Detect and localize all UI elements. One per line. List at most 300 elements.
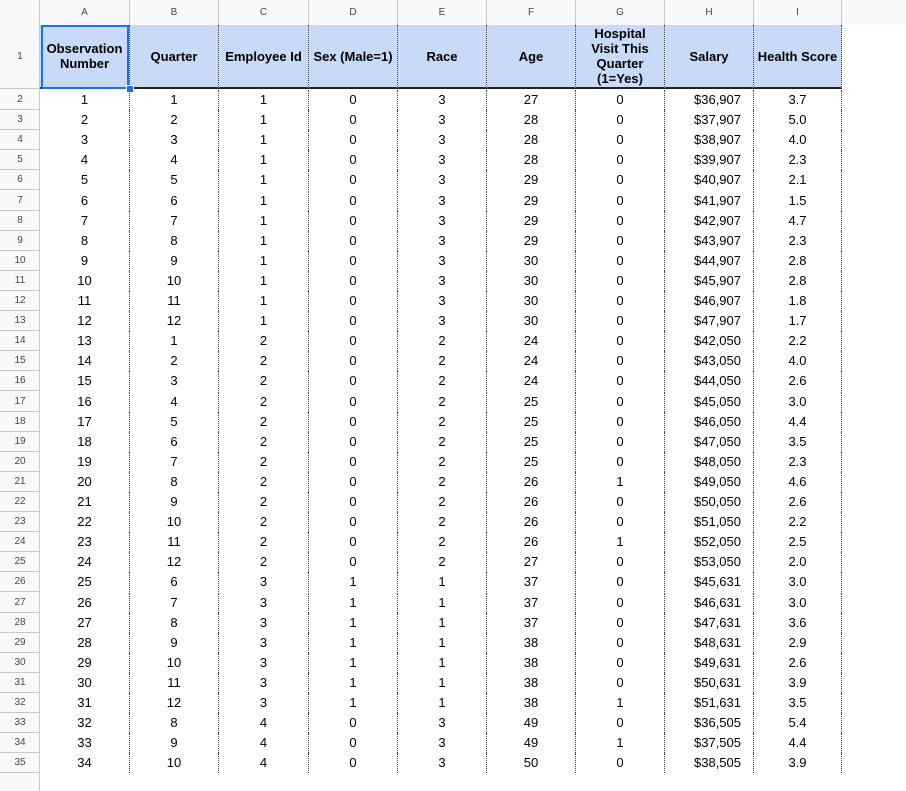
cell-e20[interactable]: 2	[398, 452, 487, 472]
cell-i28[interactable]: 3.6	[754, 613, 842, 633]
cell-f14[interactable]: 24	[487, 331, 576, 351]
cell-c21[interactable]: 2	[219, 472, 309, 492]
cell-a31[interactable]: 30	[40, 673, 130, 693]
cell-c4[interactable]: 1	[219, 130, 309, 150]
cell-b8[interactable]: 7	[130, 211, 219, 231]
cell-f24[interactable]: 26	[487, 532, 576, 552]
cell-d16[interactable]: 0	[309, 371, 398, 391]
cell-g19[interactable]: 0	[576, 432, 665, 452]
cell-g32[interactable]: 1	[576, 693, 665, 713]
row-header-2[interactable]: 2	[0, 90, 40, 110]
cell-d14[interactable]: 0	[309, 331, 398, 351]
row-header-26[interactable]: 26	[0, 572, 40, 592]
cell-f15[interactable]: 24	[487, 351, 576, 371]
cell-h29[interactable]: $48,631	[665, 633, 754, 653]
cell-i13[interactable]: 1.7	[754, 311, 842, 331]
cell-a14[interactable]: 13	[40, 331, 130, 351]
cell-d7[interactable]: 0	[309, 191, 398, 211]
cell-b31[interactable]: 11	[130, 673, 219, 693]
column-header-c[interactable]: C	[219, 0, 309, 25]
row-header-19[interactable]: 19	[0, 432, 40, 452]
cell-e2[interactable]: 3	[398, 90, 487, 110]
cell-f12[interactable]: 30	[487, 291, 576, 311]
cell-f25[interactable]: 27	[487, 552, 576, 572]
cell-f22[interactable]: 26	[487, 492, 576, 512]
row-header-16[interactable]: 16	[0, 371, 40, 391]
row-header-7[interactable]: 7	[0, 191, 40, 211]
cell-g17[interactable]: 0	[576, 392, 665, 412]
cell-g13[interactable]: 0	[576, 311, 665, 331]
row-header-3[interactable]: 3	[0, 110, 40, 130]
cell-e17[interactable]: 2	[398, 392, 487, 412]
cell-c3[interactable]: 1	[219, 110, 309, 130]
cell-b21[interactable]: 8	[130, 472, 219, 492]
cell-h8[interactable]: $42,907	[665, 211, 754, 231]
cell-c35[interactable]: 4	[219, 753, 309, 773]
cell-e27[interactable]: 1	[398, 593, 487, 613]
cell-a25[interactable]: 24	[40, 552, 130, 572]
cell-d15[interactable]: 0	[309, 351, 398, 371]
row-header-31[interactable]: 31	[0, 673, 40, 693]
column-header-b[interactable]: B	[130, 0, 219, 25]
column-header-g[interactable]: G	[576, 0, 665, 25]
cell-h24[interactable]: $52,050	[665, 532, 754, 552]
cell-c7[interactable]: 1	[219, 191, 309, 211]
cell-h9[interactable]: $43,907	[665, 231, 754, 251]
cell-a28[interactable]: 27	[40, 613, 130, 633]
cell-h33[interactable]: $36,505	[665, 713, 754, 733]
cell-b35[interactable]: 10	[130, 753, 219, 773]
cell-a10[interactable]: 9	[40, 251, 130, 271]
column-header-f[interactable]: F	[487, 0, 576, 25]
cell-i16[interactable]: 2.6	[754, 371, 842, 391]
cell-b5[interactable]: 4	[130, 150, 219, 170]
cell-e26[interactable]: 1	[398, 572, 487, 592]
cell-f6[interactable]: 29	[487, 170, 576, 190]
cell-g8[interactable]: 0	[576, 211, 665, 231]
cell-h13[interactable]: $47,907	[665, 311, 754, 331]
cell-d28[interactable]: 1	[309, 613, 398, 633]
header-cell-h[interactable]: Salary	[665, 25, 754, 89]
cell-h22[interactable]: $50,050	[665, 492, 754, 512]
cell-b6[interactable]: 5	[130, 170, 219, 190]
cell-c34[interactable]: 4	[219, 733, 309, 753]
cell-c5[interactable]: 1	[219, 150, 309, 170]
cell-h10[interactable]: $44,907	[665, 251, 754, 271]
cell-h28[interactable]: $47,631	[665, 613, 754, 633]
cell-a9[interactable]: 8	[40, 231, 130, 251]
cell-h3[interactable]: $37,907	[665, 110, 754, 130]
cell-d30[interactable]: 1	[309, 653, 398, 673]
cell-g7[interactable]: 0	[576, 191, 665, 211]
cell-f28[interactable]: 37	[487, 613, 576, 633]
row-header-28[interactable]: 28	[0, 613, 40, 633]
header-cell-a[interactable]: Observation Number	[40, 25, 130, 89]
cell-c15[interactable]: 2	[219, 351, 309, 371]
cell-h6[interactable]: $40,907	[665, 170, 754, 190]
cell-g16[interactable]: 0	[576, 371, 665, 391]
cell-h19[interactable]: $47,050	[665, 432, 754, 452]
row-header-25[interactable]: 25	[0, 552, 40, 572]
cell-h27[interactable]: $46,631	[665, 593, 754, 613]
cell-i12[interactable]: 1.8	[754, 291, 842, 311]
column-header-h[interactable]: H	[665, 0, 754, 25]
cell-a3[interactable]: 2	[40, 110, 130, 130]
cell-g3[interactable]: 0	[576, 110, 665, 130]
cell-f17[interactable]: 25	[487, 392, 576, 412]
cell-d6[interactable]: 0	[309, 170, 398, 190]
cell-d33[interactable]: 0	[309, 713, 398, 733]
cell-c11[interactable]: 1	[219, 271, 309, 291]
cell-e5[interactable]: 3	[398, 150, 487, 170]
cell-f4[interactable]: 28	[487, 130, 576, 150]
cell-g9[interactable]: 0	[576, 231, 665, 251]
row-header-24[interactable]: 24	[0, 532, 40, 552]
cell-g15[interactable]: 0	[576, 351, 665, 371]
header-cell-e[interactable]: Race	[398, 25, 487, 89]
cell-b26[interactable]: 6	[130, 572, 219, 592]
cell-h15[interactable]: $43,050	[665, 351, 754, 371]
cell-h32[interactable]: $51,631	[665, 693, 754, 713]
cell-i7[interactable]: 1.5	[754, 191, 842, 211]
cell-d5[interactable]: 0	[309, 150, 398, 170]
cell-d31[interactable]: 1	[309, 673, 398, 693]
cell-g25[interactable]: 0	[576, 552, 665, 572]
row-header-1[interactable]: 1	[0, 25, 40, 89]
cell-e6[interactable]: 3	[398, 170, 487, 190]
cell-i34[interactable]: 4.4	[754, 733, 842, 753]
cell-a21[interactable]: 20	[40, 472, 130, 492]
cell-e34[interactable]: 3	[398, 733, 487, 753]
cell-g34[interactable]: 1	[576, 733, 665, 753]
cell-a8[interactable]: 7	[40, 211, 130, 231]
cell-d13[interactable]: 0	[309, 311, 398, 331]
cell-a6[interactable]: 5	[40, 170, 130, 190]
cell-f31[interactable]: 38	[487, 673, 576, 693]
cell-a30[interactable]: 29	[40, 653, 130, 673]
cell-h18[interactable]: $46,050	[665, 412, 754, 432]
cell-f3[interactable]: 28	[487, 110, 576, 130]
cell-e21[interactable]: 2	[398, 472, 487, 492]
cell-a24[interactable]: 23	[40, 532, 130, 552]
cell-g31[interactable]: 0	[576, 673, 665, 693]
cell-a35[interactable]: 34	[40, 753, 130, 773]
cell-a5[interactable]: 4	[40, 150, 130, 170]
cell-g2[interactable]: 0	[576, 90, 665, 110]
cell-e25[interactable]: 2	[398, 552, 487, 572]
cell-b3[interactable]: 2	[130, 110, 219, 130]
cell-e3[interactable]: 3	[398, 110, 487, 130]
cell-b28[interactable]: 8	[130, 613, 219, 633]
row-header-14[interactable]: 14	[0, 331, 40, 351]
cell-d35[interactable]: 0	[309, 753, 398, 773]
cell-a27[interactable]: 26	[40, 593, 130, 613]
cell-a17[interactable]: 16	[40, 392, 130, 412]
cell-g23[interactable]: 0	[576, 512, 665, 532]
cell-c16[interactable]: 2	[219, 371, 309, 391]
cell-h30[interactable]: $49,631	[665, 653, 754, 673]
cell-c32[interactable]: 3	[219, 693, 309, 713]
cell-b34[interactable]: 9	[130, 733, 219, 753]
cell-b32[interactable]: 12	[130, 693, 219, 713]
cell-f35[interactable]: 50	[487, 753, 576, 773]
column-header-e[interactable]: E	[398, 0, 487, 25]
row-header-35[interactable]: 35	[0, 753, 40, 773]
cell-d27[interactable]: 1	[309, 593, 398, 613]
cell-b9[interactable]: 8	[130, 231, 219, 251]
cell-g29[interactable]: 0	[576, 633, 665, 653]
cell-h35[interactable]: $38,505	[665, 753, 754, 773]
cell-a34[interactable]: 33	[40, 733, 130, 753]
cell-i23[interactable]: 2.2	[754, 512, 842, 532]
cell-c31[interactable]: 3	[219, 673, 309, 693]
cell-f18[interactable]: 25	[487, 412, 576, 432]
cell-c18[interactable]: 2	[219, 412, 309, 432]
cell-e11[interactable]: 3	[398, 271, 487, 291]
cell-b11[interactable]: 10	[130, 271, 219, 291]
cell-i35[interactable]: 3.9	[754, 753, 842, 773]
cell-f5[interactable]: 28	[487, 150, 576, 170]
row-header-27[interactable]: 27	[0, 593, 40, 613]
header-cell-f[interactable]: Age	[487, 25, 576, 89]
cell-d12[interactable]: 0	[309, 291, 398, 311]
cell-a13[interactable]: 12	[40, 311, 130, 331]
cell-g10[interactable]: 0	[576, 251, 665, 271]
cell-c24[interactable]: 2	[219, 532, 309, 552]
cell-h31[interactable]: $50,631	[665, 673, 754, 693]
cell-h20[interactable]: $48,050	[665, 452, 754, 472]
cell-b15[interactable]: 2	[130, 351, 219, 371]
cell-g11[interactable]: 0	[576, 271, 665, 291]
row-header-12[interactable]: 12	[0, 291, 40, 311]
cell-i18[interactable]: 4.4	[754, 412, 842, 432]
cell-d11[interactable]: 0	[309, 271, 398, 291]
cell-g6[interactable]: 0	[576, 170, 665, 190]
cell-g21[interactable]: 1	[576, 472, 665, 492]
cell-i31[interactable]: 3.9	[754, 673, 842, 693]
cell-f23[interactable]: 26	[487, 512, 576, 532]
cell-a4[interactable]: 3	[40, 130, 130, 150]
cell-a2[interactable]: 1	[40, 90, 130, 110]
cell-f21[interactable]: 26	[487, 472, 576, 492]
cell-b14[interactable]: 1	[130, 331, 219, 351]
cell-c28[interactable]: 3	[219, 613, 309, 633]
cell-e28[interactable]: 1	[398, 613, 487, 633]
cell-h12[interactable]: $46,907	[665, 291, 754, 311]
cell-c23[interactable]: 2	[219, 512, 309, 532]
cell-b18[interactable]: 5	[130, 412, 219, 432]
cell-c12[interactable]: 1	[219, 291, 309, 311]
cell-g33[interactable]: 0	[576, 713, 665, 733]
cell-e33[interactable]: 3	[398, 713, 487, 733]
fill-handle[interactable]	[126, 85, 134, 93]
cell-a15[interactable]: 14	[40, 351, 130, 371]
cell-i8[interactable]: 4.7	[754, 211, 842, 231]
cell-e29[interactable]: 1	[398, 633, 487, 653]
row-header-22[interactable]: 22	[0, 492, 40, 512]
row-header-18[interactable]: 18	[0, 412, 40, 432]
cell-a29[interactable]: 28	[40, 633, 130, 653]
cell-i15[interactable]: 4.0	[754, 351, 842, 371]
cell-a16[interactable]: 15	[40, 371, 130, 391]
cell-d19[interactable]: 0	[309, 432, 398, 452]
cell-e7[interactable]: 3	[398, 191, 487, 211]
cell-b4[interactable]: 3	[130, 130, 219, 150]
row-header-11[interactable]: 11	[0, 271, 40, 291]
cell-f32[interactable]: 38	[487, 693, 576, 713]
cell-b16[interactable]: 3	[130, 371, 219, 391]
header-cell-g[interactable]: Hospital Visit This Quarter (1=Yes)	[576, 25, 665, 89]
cell-c26[interactable]: 3	[219, 572, 309, 592]
cell-i24[interactable]: 2.5	[754, 532, 842, 552]
cell-d3[interactable]: 0	[309, 110, 398, 130]
cell-i25[interactable]: 2.0	[754, 552, 842, 572]
cell-e23[interactable]: 2	[398, 512, 487, 532]
cell-h26[interactable]: $45,631	[665, 572, 754, 592]
column-header-a[interactable]: A	[40, 0, 130, 25]
row-header-6[interactable]: 6	[0, 170, 40, 190]
cell-h7[interactable]: $41,907	[665, 191, 754, 211]
row-header-29[interactable]: 29	[0, 633, 40, 653]
cell-e31[interactable]: 1	[398, 673, 487, 693]
cell-d17[interactable]: 0	[309, 392, 398, 412]
cell-c19[interactable]: 2	[219, 432, 309, 452]
row-header-10[interactable]: 10	[0, 251, 40, 271]
cell-f11[interactable]: 30	[487, 271, 576, 291]
cell-d24[interactable]: 0	[309, 532, 398, 552]
cell-f7[interactable]: 29	[487, 191, 576, 211]
cell-i14[interactable]: 2.2	[754, 331, 842, 351]
cell-i26[interactable]: 3.0	[754, 572, 842, 592]
cell-e19[interactable]: 2	[398, 432, 487, 452]
cell-h11[interactable]: $45,907	[665, 271, 754, 291]
cell-f10[interactable]: 30	[487, 251, 576, 271]
cell-a32[interactable]: 31	[40, 693, 130, 713]
row-header-8[interactable]: 8	[0, 211, 40, 231]
cell-e22[interactable]: 2	[398, 492, 487, 512]
cell-h4[interactable]: $38,907	[665, 130, 754, 150]
cell-b10[interactable]: 9	[130, 251, 219, 271]
cell-c27[interactable]: 3	[219, 593, 309, 613]
column-header-d[interactable]: D	[309, 0, 398, 25]
cell-e10[interactable]: 3	[398, 251, 487, 271]
cell-i5[interactable]: 2.3	[754, 150, 842, 170]
cell-a20[interactable]: 19	[40, 452, 130, 472]
cell-b12[interactable]: 11	[130, 291, 219, 311]
cell-g5[interactable]: 0	[576, 150, 665, 170]
cell-b25[interactable]: 12	[130, 552, 219, 572]
cell-e14[interactable]: 2	[398, 331, 487, 351]
row-header-30[interactable]: 30	[0, 653, 40, 673]
cell-d18[interactable]: 0	[309, 412, 398, 432]
cell-f30[interactable]: 38	[487, 653, 576, 673]
cell-c22[interactable]: 2	[219, 492, 309, 512]
cell-b19[interactable]: 6	[130, 432, 219, 452]
cell-g22[interactable]: 0	[576, 492, 665, 512]
cell-e4[interactable]: 3	[398, 130, 487, 150]
header-cell-i[interactable]: Health Score	[754, 25, 842, 89]
row-header-23[interactable]: 23	[0, 512, 40, 532]
cell-f33[interactable]: 49	[487, 713, 576, 733]
cell-b24[interactable]: 11	[130, 532, 219, 552]
cell-h5[interactable]: $39,907	[665, 150, 754, 170]
cell-c14[interactable]: 2	[219, 331, 309, 351]
cell-d22[interactable]: 0	[309, 492, 398, 512]
select-all-corner[interactable]	[0, 0, 40, 25]
cell-b30[interactable]: 10	[130, 653, 219, 673]
cell-i29[interactable]: 2.9	[754, 633, 842, 653]
cell-c6[interactable]: 1	[219, 170, 309, 190]
cell-e32[interactable]: 1	[398, 693, 487, 713]
row-header-17[interactable]: 17	[0, 392, 40, 412]
cell-e16[interactable]: 2	[398, 371, 487, 391]
cell-b33[interactable]: 8	[130, 713, 219, 733]
cell-e12[interactable]: 3	[398, 291, 487, 311]
cell-d8[interactable]: 0	[309, 211, 398, 231]
cell-g26[interactable]: 0	[576, 572, 665, 592]
cell-a19[interactable]: 18	[40, 432, 130, 452]
cell-f9[interactable]: 29	[487, 231, 576, 251]
cell-d26[interactable]: 1	[309, 572, 398, 592]
cell-f8[interactable]: 29	[487, 211, 576, 231]
cell-g30[interactable]: 0	[576, 653, 665, 673]
cell-e9[interactable]: 3	[398, 231, 487, 251]
cell-b29[interactable]: 9	[130, 633, 219, 653]
cell-c33[interactable]: 4	[219, 713, 309, 733]
cell-e35[interactable]: 3	[398, 753, 487, 773]
cell-h34[interactable]: $37,505	[665, 733, 754, 753]
cell-e13[interactable]: 3	[398, 311, 487, 331]
column-header-i[interactable]: I	[754, 0, 842, 25]
cell-d20[interactable]: 0	[309, 452, 398, 472]
cell-g12[interactable]: 0	[576, 291, 665, 311]
row-header-34[interactable]: 34	[0, 733, 40, 753]
cell-h16[interactable]: $44,050	[665, 371, 754, 391]
cell-f13[interactable]: 30	[487, 311, 576, 331]
cell-h2[interactable]: $36,907	[665, 90, 754, 110]
cell-h14[interactable]: $42,050	[665, 331, 754, 351]
cell-f20[interactable]: 25	[487, 452, 576, 472]
row-header-33[interactable]: 33	[0, 713, 40, 733]
cell-i20[interactable]: 2.3	[754, 452, 842, 472]
row-header-9[interactable]: 9	[0, 231, 40, 251]
cell-g24[interactable]: 1	[576, 532, 665, 552]
cell-b22[interactable]: 9	[130, 492, 219, 512]
cell-a18[interactable]: 17	[40, 412, 130, 432]
row-header-13[interactable]: 13	[0, 311, 40, 331]
cell-i32[interactable]: 3.5	[754, 693, 842, 713]
cell-i2[interactable]: 3.7	[754, 90, 842, 110]
cell-c8[interactable]: 1	[219, 211, 309, 231]
cell-a11[interactable]: 10	[40, 271, 130, 291]
cell-i4[interactable]: 4.0	[754, 130, 842, 150]
cell-d29[interactable]: 1	[309, 633, 398, 653]
cell-f26[interactable]: 37	[487, 572, 576, 592]
cell-c20[interactable]: 2	[219, 452, 309, 472]
header-cell-d[interactable]: Sex (Male=1)	[309, 25, 398, 89]
cell-d25[interactable]: 0	[309, 552, 398, 572]
cell-i10[interactable]: 2.8	[754, 251, 842, 271]
cell-e8[interactable]: 3	[398, 211, 487, 231]
cell-d32[interactable]: 1	[309, 693, 398, 713]
cell-a33[interactable]: 32	[40, 713, 130, 733]
cell-b2[interactable]: 1	[130, 90, 219, 110]
cell-i17[interactable]: 3.0	[754, 392, 842, 412]
cell-d4[interactable]: 0	[309, 130, 398, 150]
cell-i9[interactable]: 2.3	[754, 231, 842, 251]
cell-d23[interactable]: 0	[309, 512, 398, 532]
cell-h23[interactable]: $51,050	[665, 512, 754, 532]
